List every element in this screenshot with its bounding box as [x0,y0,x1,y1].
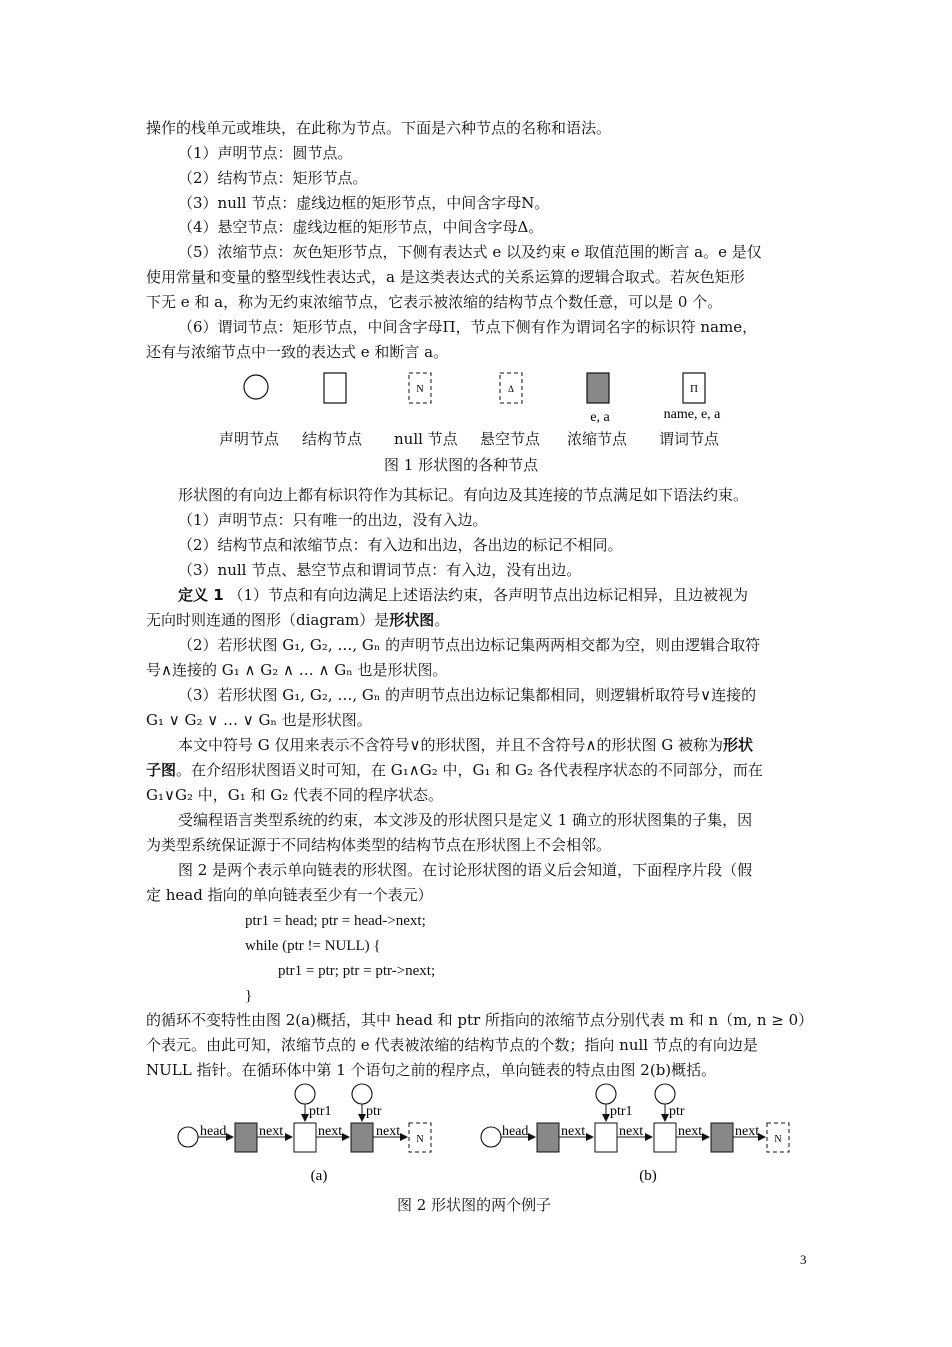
collapsed-node [351,1123,373,1152]
text-line: （6）谓词节点：矩形节点，中间含字母Π，节点下侧有作为谓词名字的标识符 name， [178,318,758,336]
text-line: （3）null 节点、悬空节点和谓词节点：有入边，没有出边。 [178,561,582,579]
null-node-letter: N [774,1134,782,1145]
edge-label-ptr: ptr [366,1104,382,1119]
text-line: 的循环不变特性由图 2(a)概括，其中 head 和 ptr 所指向的浓缩节点分别代表 m 和 n（m, n ≥ 0） [146,1011,814,1029]
collapsed-node [235,1123,257,1152]
text-line: 受编程语言类型系统的约束，本文涉及的形状图只是定义 1 确立的形状图集的子集，因 [178,811,753,829]
edge-label-next: next [619,1124,644,1139]
definition-line: G₁ ∨ G₂ ∨ … ∨ Gₙ 也是形状图。 [146,711,372,729]
fig1-caption: 图 1 形状图的各种节点 [384,456,539,474]
text-line: 使用常量和变量的整型线性表达式，a 是这类表达式的关系运算的逻辑合取式。若灰色矩形 [146,268,745,286]
subfigure-b-label: (b) [639,1168,657,1184]
text-line: 本文中符号 G 仅用来表示不含符号∨的形状图，并且不含符号∧的形状图 G 被称为形状 [178,736,754,754]
code-line: } [245,988,253,1004]
text-line: 操作的栈单元或堆块，在此称为节点。下面是六种节点的名称和语法。 [146,119,612,137]
text-line: （5）浓缩节点：灰色矩形节点，下侧有表达式 e 以及约束 e 取值范围的断言 a。e 是仅 [178,243,762,261]
structure-node [654,1123,676,1152]
ptr1-node [596,1084,616,1104]
edge-label-head: head [200,1124,227,1139]
text-line: （4）悬空节点：虚线边框的矩形节点，中间含字母Δ。 [178,218,544,236]
text-line: （2）结构节点和浓缩节点：有入边和出边，各出边的标记不相同。 [178,536,623,554]
figure-2 [0,1080,952,1190]
fig1-label: 悬空节点 [480,430,541,448]
collapsed-node [587,373,609,403]
dangling-node-letter: Δ [508,384,514,394]
text-line: NULL 指针。在循环体中第 1 个语句之前的程序点，单向链表的特点由图 2(b)概括。 [146,1061,717,1079]
text-line: （3）null 节点：虚线边框的矩形节点，中间含字母N。 [178,194,550,212]
definition-keyword: 定义 1 [178,586,224,604]
definition-line: （2）若形状图 G₁, G₂, …, Gₙ 的声明节点出边标记集两两相交都为空，则由逻辑合取符 [178,636,761,654]
edge-label-next: next [259,1124,284,1139]
ptr-node [352,1084,372,1104]
code-line: ptr1 = ptr; ptr = ptr->next; [278,963,436,979]
edge-label-head: head [502,1124,529,1139]
head-node [481,1127,501,1147]
fig1-label: null 节点 [394,430,458,448]
structure-node [595,1123,617,1152]
definition-line: 无向时则连通的图形（diagram）是形状图。 [146,611,450,629]
fig1-label: 浓缩节点 [567,430,628,448]
null-node-letter: N [416,384,424,395]
text-line: 形状图的有向边上都有标识符作为其标记。有向边及其连接的节点满足如下语法约束。 [178,486,749,504]
edge-label-next: next [735,1124,760,1139]
definition-line: （3）若形状图 G₁, G₂, …, Gₙ 的声明节点出边标记集都相同，则逻辑析取符号∨连接的 [178,686,757,704]
page-number: 3 [800,1252,807,1267]
fig1-label: 声明节点 [219,430,280,448]
term-shape-subgraph: 子图 [146,761,177,779]
text-line: 还有与浓缩节点中一致的表达式 e 和断言 a。 [146,343,449,361]
predicate-node-letter: Π [690,383,698,395]
fig1-label: 结构节点 [302,430,363,448]
subfigure-a-label: (a) [310,1168,328,1184]
declaration-node [244,375,268,399]
text-line: 下无 e 和 a，称为无约束浓缩节点，它表示被浓缩的结构节点个数任意，可以是 0 个。 [146,293,723,311]
text-line: 子图。在介绍形状图语义时可知，在 G₁∧G₂ 中，G₁ 和 G₂ 各代表程序状态的不同部分，而在 [146,761,763,779]
code-line: ptr1 = head; ptr = head->next; [245,913,426,929]
collapsed-node [537,1123,559,1152]
structure-node [324,373,346,403]
figure-1 [0,368,952,438]
fig2-caption: 图 2 形状图的两个例子 [397,1196,552,1214]
edge-label-ptr1: ptr1 [610,1104,633,1119]
edge-label-next: next [678,1124,703,1139]
text-line: 为类型系统保证源于不同结构体类型的结构节点在形状图上不会相邻。 [146,836,612,854]
text-line: 图 2 是两个表示单向链表的形状图。在讨论形状图的语义后会知道，下面程序片段（假 [178,861,753,879]
ptr1-node [295,1084,315,1104]
definition-line: 定义 1 （1）节点和有向边满足上述语法约束，各声明节点出边标记相异，且边被视为 [178,586,749,604]
code-line: while (ptr != NULL) { [245,938,381,954]
text-line: 个表元。由此可知，浓缩节点的 e 代表被浓缩的结构节点的个数；指向 null 节点的有向边是 [146,1036,758,1054]
predicate-expr: name, e, a [663,407,721,422]
text-line: （2）结构节点：矩形节点。 [178,169,368,187]
null-node-letter: N [416,1134,424,1145]
edge-label-ptr: ptr [669,1104,685,1119]
ptr-node [655,1084,675,1104]
fig1-label: 谓词节点 [659,430,720,448]
collapsed-node [711,1123,733,1152]
collapsed-expr: e, a [590,410,610,425]
definition-line: 号∧连接的 G₁ ∧ G₂ ∧ … ∧ Gₙ 也是形状图。 [146,661,448,679]
text-line: G₁∨G₂ 中，G₁ 和 G₂ 代表不同的程序状态。 [146,786,444,804]
edge-label-ptr1: ptr1 [309,1104,332,1119]
edge-label-next: next [561,1124,586,1139]
edge-label-next: next [376,1124,401,1139]
edge-label-next: next [318,1124,343,1139]
structure-node [294,1123,316,1152]
text-line: （1）声明节点：只有唯一的出边，没有入边。 [178,511,488,529]
text-line: （1）声明节点：圆节点。 [178,144,353,162]
term-shape-subgraph: 形状 [723,736,754,754]
head-node [178,1127,198,1147]
text-line: 定 head 指向的单向链表至少有一个表元） [146,886,433,904]
term-shape-graph: 形状图 [389,611,435,629]
